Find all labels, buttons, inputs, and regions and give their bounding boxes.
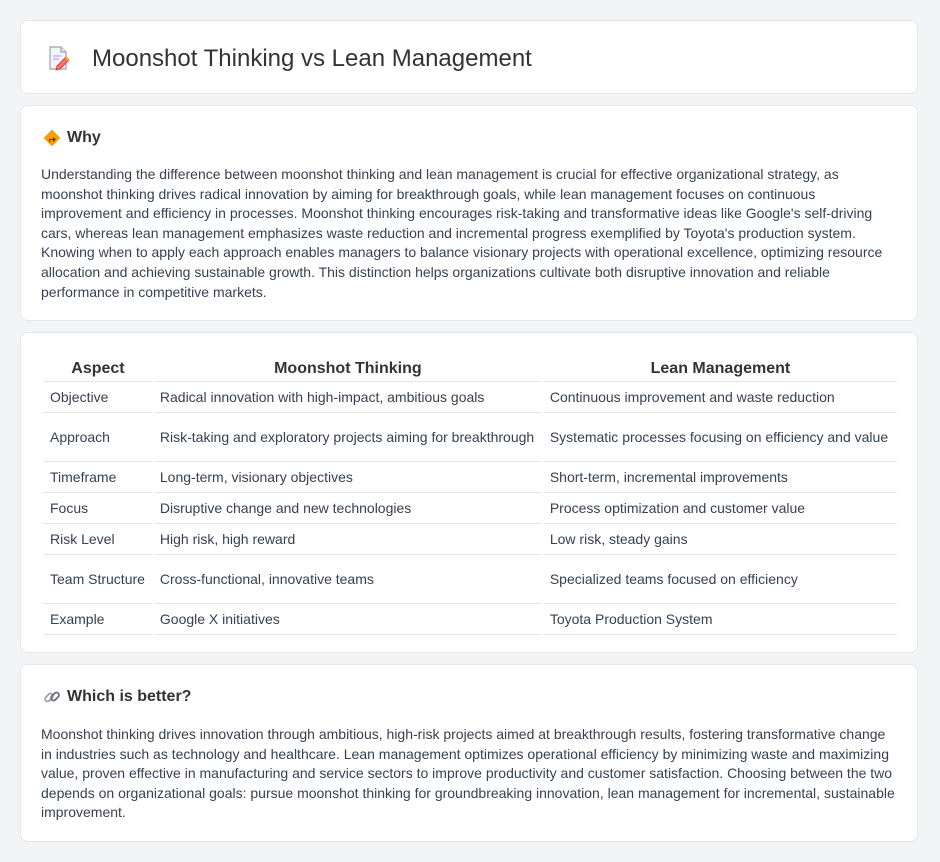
cell-lean: Toyota Production System <box>544 604 897 635</box>
table-row <box>44 524 897 555</box>
comparison-section <box>20 332 918 653</box>
header-moonshot: Moonshot Thinking <box>154 353 542 382</box>
why-section <box>20 105 918 321</box>
cell-aspect: Risk Level <box>44 524 152 555</box>
header-lean: Lean Management <box>544 353 897 382</box>
table-row <box>44 462 897 493</box>
which-header <box>43 687 191 707</box>
why-heading: Why <box>67 129 101 146</box>
cell-moonshot: Google X initiatives <box>154 604 542 635</box>
title-card <box>20 20 918 94</box>
why-text: Understanding the difference between moonshot thinking and lean management is crucial for effective organizational strategy, as moonshot thinking drives radical innovation by aiming for breakthrough goals, while lean management focuses on continuous improvement and efficiency in processes. Moonshot thinking encourages risk-taking and transformative ideas like Google's self-driving cars, whereas lean management emphasizes waste reduction and incremental progress exemplified by Toyota's production system. Knowing when to apply each approach enables managers to balance visionary projects with operational excellence, optimizing resource allocation and achieving sustainable growth. This distinction helps organizations cultivate both disruptive innovation and reliable performance in competitive markets. <box>41 166 883 300</box>
cell-lean: Low risk, steady gains <box>544 524 897 555</box>
cell-aspect: Example <box>44 604 152 635</box>
table-row <box>44 493 897 524</box>
which-heading: Which is better? <box>67 688 192 705</box>
cell-lean: Short-term, incremental improvements <box>544 462 897 493</box>
diamond-sign-icon <box>43 129 61 147</box>
why-header <box>43 128 101 148</box>
cell-moonshot: Cross-functional, innovative teams <box>154 555 542 604</box>
table-row <box>44 413 897 462</box>
cell-moonshot: Radical innovation with high-impact, ambitious goals <box>154 382 542 413</box>
cell-lean: Systematic processes focusing on efficiency and value <box>544 413 897 462</box>
page-title: Moonshot Thinking vs Lean Management <box>92 45 532 72</box>
which-section <box>20 664 918 842</box>
cell-moonshot: Disruptive change and new technologies <box>154 493 542 524</box>
which-text: Moonshot thinking drives innovation through ambitious, high-risk projects aimed at breakthrough results, fostering transformative change in industries such as technology and healthcare. Lean management optimizes operational efficiency by minimizing waste and maximizing value, proven effective in manufacturing and service sectors to improve productivity and customer satisfaction. Choosing between the two depends on organizational goals: pursue moonshot thinking for groundbreaking innovation, lean management for incremental, sustainable improvement. <box>41 726 895 821</box>
document-pencil-icon <box>47 45 71 71</box>
cell-aspect: Objective <box>44 382 152 413</box>
cell-aspect: Focus <box>44 493 152 524</box>
cell-aspect: Timeframe <box>44 462 152 493</box>
table-row <box>44 555 897 604</box>
cell-lean: Specialized teams focused on efficiency <box>544 555 897 604</box>
cell-lean: Continuous improvement and waste reduction <box>544 382 897 413</box>
table-row <box>44 604 897 635</box>
header-aspect: Aspect <box>44 353 152 382</box>
table-row <box>44 382 897 413</box>
cell-moonshot: Long-term, visionary objectives <box>154 462 542 493</box>
link-icon <box>43 688 61 706</box>
cell-aspect: Approach <box>44 413 152 462</box>
comparison-table <box>42 353 899 635</box>
cell-aspect: Team Structure <box>44 555 152 604</box>
cell-moonshot: High risk, high reward <box>154 524 542 555</box>
cell-moonshot: Risk-taking and exploratory projects aiming for breakthrough <box>154 413 542 462</box>
table-header-row <box>44 353 897 382</box>
cell-lean: Process optimization and customer value <box>544 493 897 524</box>
